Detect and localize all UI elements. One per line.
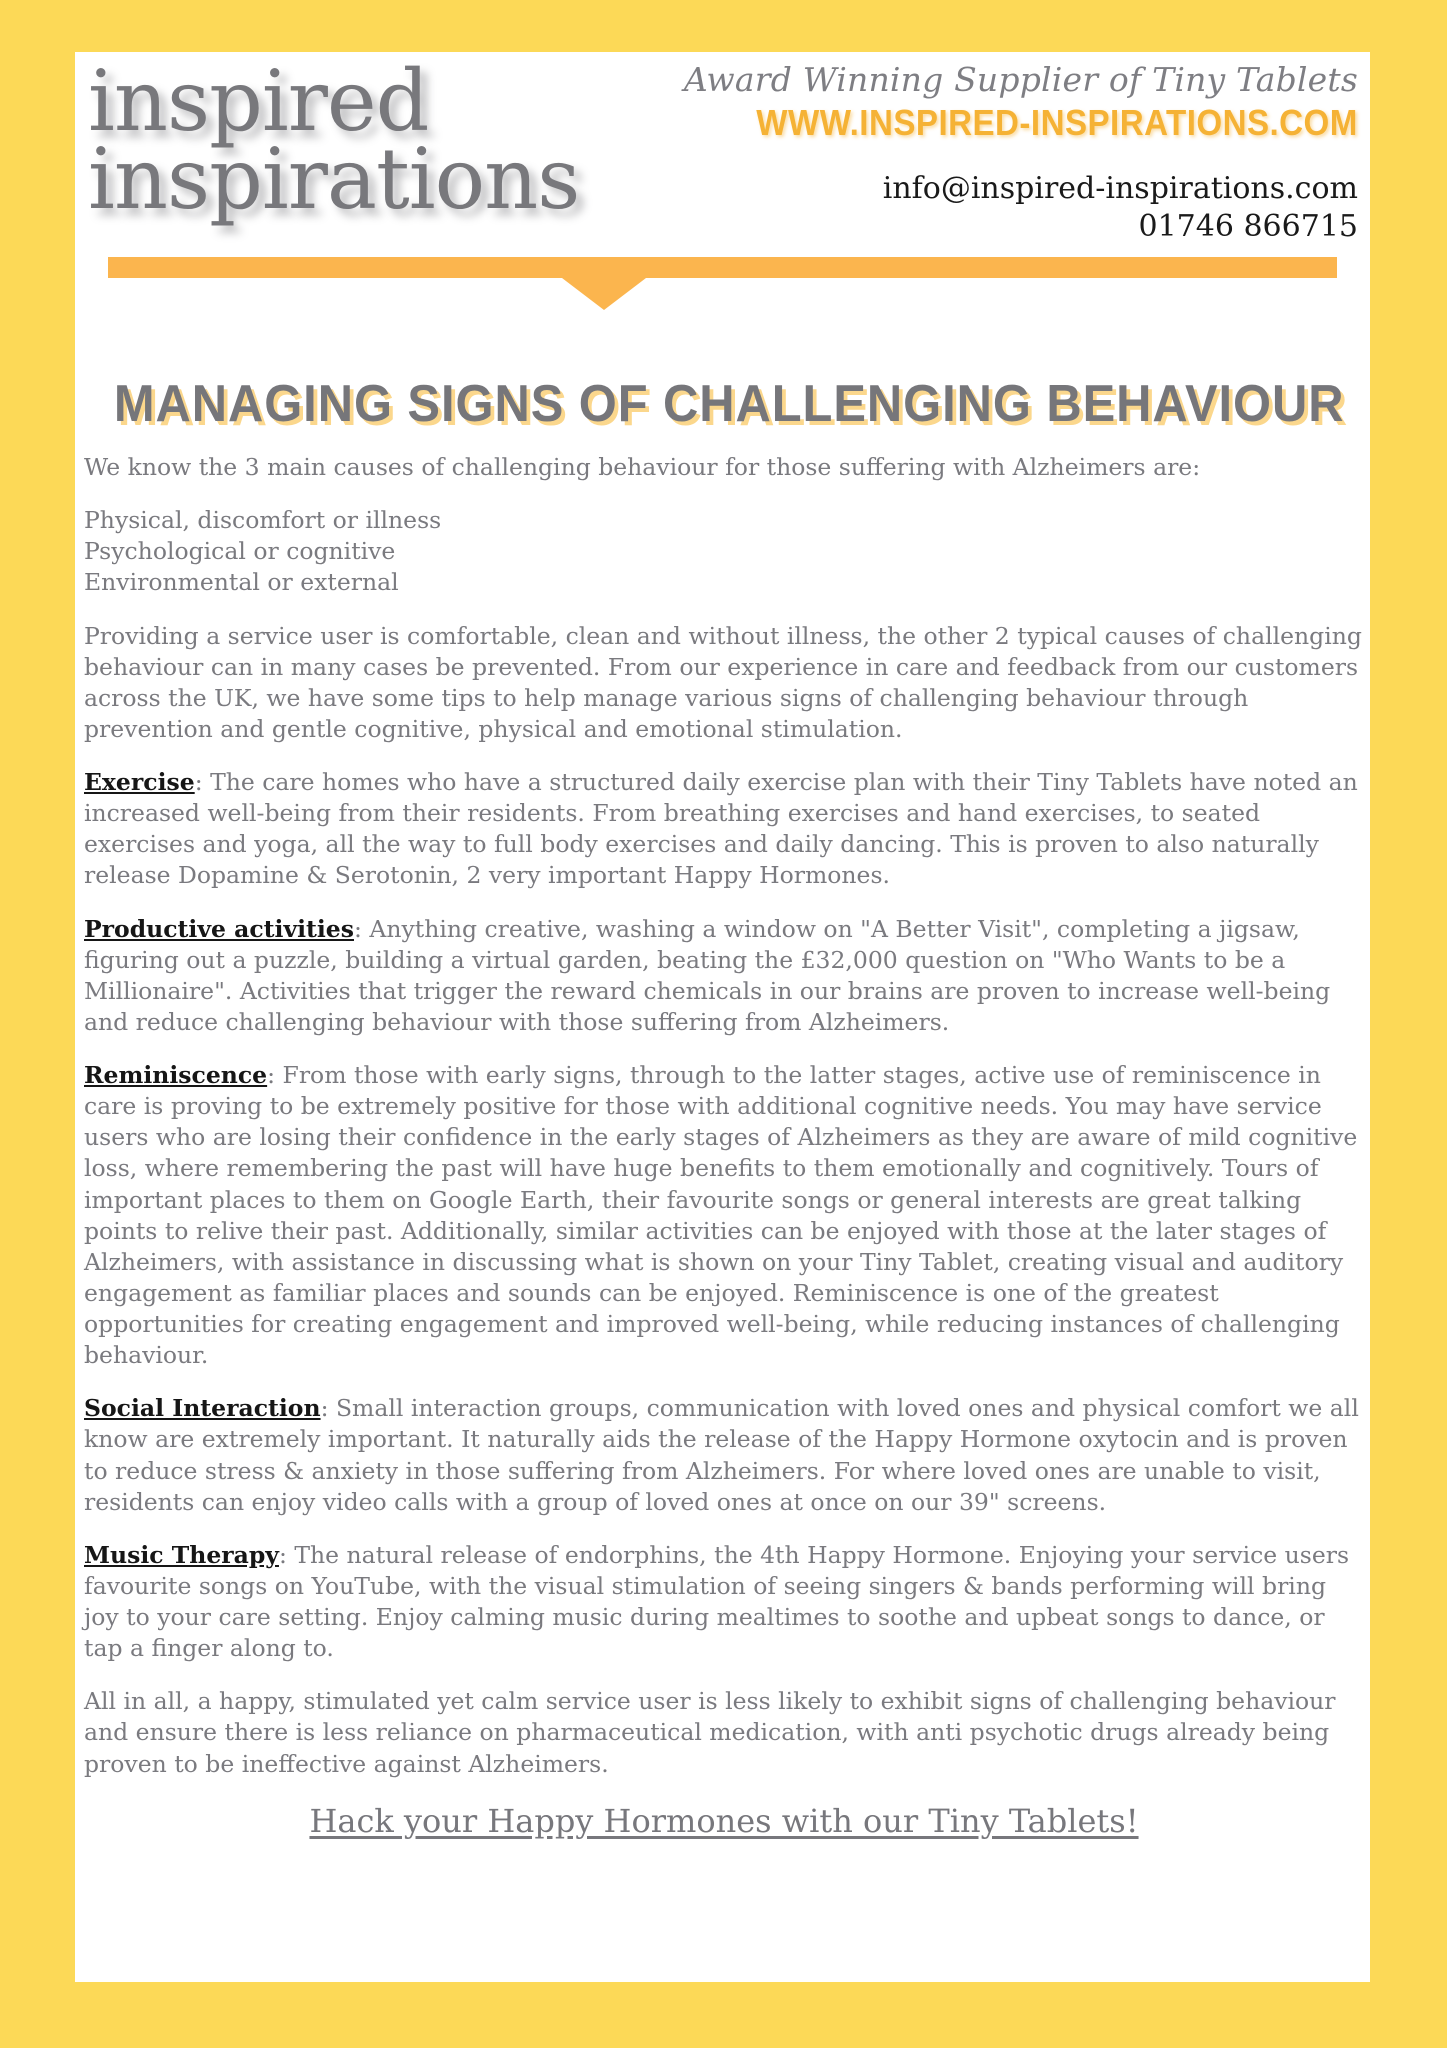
cause-item-1: Physical, discomfort or illness [84,506,442,535]
divider [75,257,1370,317]
section-reminiscence [84,1060,1364,1371]
website-url[interactable]: WWW.INSPIRED-INSPIRATIONS.COM [756,102,1358,143]
call-to-action: Hack your Happy Hormones with our Tiny Tablets! [309,1801,1139,1840]
cause-item-2: Psychological or cognitive [84,537,396,566]
logo-line-1: inspired [88,52,429,150]
section-heading-exercise: Exercise [84,768,195,796]
section-exercise [84,767,1364,892]
section-heading-productive-activities: Productive activities [84,914,354,943]
section-social-interaction [84,1393,1364,1518]
section-text-music-therapy: : The natural release of endorphins, the 4th Happy Hormone. Enjoying your service users favourite songs on YouTube, with the visual stimulation of seeing singers & bands performing will bring joy to your care setting. Enjoy calming music during mealtimes to soothe and upbeat songs to dance, or tap a finger along to. [84,1540,1350,1663]
contact-phone[interactable]: 01746 866715 [1138,209,1358,245]
cause-item-3: Environmental or external [84,568,399,597]
contact-email[interactable]: info@inspired-inspirations.com [882,171,1358,206]
divider-arrow-icon [562,278,646,310]
section-music-therapy [84,1540,1364,1665]
content-card [75,52,1370,1982]
page-title: MANAGING SIGNS OF CHALLENGING BEHAVIOUR [113,375,1345,433]
header [75,52,1370,277]
section-text-reminiscence: : From those with early signs, through to the latter stages, active use of reminiscence in care is proving to be extremely positive for those with additional cognitive needs. You may have service users who are losing their confidence in the early stages of Alzheimers as they are aware of mild cognitive loss, where remembering the past will have huge benefits to them emotionally and cognitively. Tours of important places to them on Google Earth, their favourite songs or general interests are great talking points to relive their past. Additionally, similar activities can be enjoyed with those at the later stages of Alzheimers, with assistance in discussing what is shown on your Tiny Tablet, creating visual and auditory engagement as familiar places and sounds can be enjoyed. Reminiscence is one of the greatest opportunities for creating engagement and improved well-being, while reducing instances of challenging behaviour. [84,1061,1358,1370]
section-heading-social-interaction: Social Interaction [84,1394,321,1423]
section-heading-music-therapy: Music Therapy [84,1540,279,1569]
section-productive-activities [84,914,1364,1039]
intro-paragraph: We know the 3 main causes of challenging behaviour for those suffering with Alzheimers are: [84,453,1201,481]
article-body [75,452,1370,1840]
section-heading-reminiscence: Reminiscence [84,1061,268,1089]
contact-block [883,170,1358,246]
overview-paragraph: Providing a service user is comfortable, clean and without illness, the other 2 typical causes of challenging behaviour can in many cases be prevented. From our experience in care and feedback from our customers across the UK, we have some tips to help manage various signs of challenging behaviour through prevention and gentle cognitive, physical and emotional stimulation. [84,621,1362,743]
section-text-productive-activities: : Anything creative, washing a window on "A Better Visit", completing a jigsaw, figuring out a puzzle, building a virtual garden, beating the £32,000 question on "Who Wants to be a Millionaire". Activities that trigger the reward chemicals in our brains are proven to increase well-being and reduce challenging behaviour with those suffering from Alzheimers. [84,914,1331,1036]
divider-bar [108,257,1337,278]
section-text-exercise: : The care homes who have a structured daily exercise plan with their Tiny Tablets have noted an increased well-being from their residents. From breathing exercises and hand exercises, to seated exercises and yoga, all the way to full body exercises and daily dancing. This is proven to also naturally release Dopamine & Serotonin, 2 very important Happy Hormones. [84,768,1358,890]
tagline: Award Winning Supplier of Tiny Tablets [683,60,1358,99]
logo-line-2: inspirations [88,130,580,229]
conclusion-paragraph: All in all, a happy, stimulated yet calm service user is less likely to exhibit signs of challenging behaviour and ensure there is less reliance on pharmaceutical medication, with anti psychotic drugs already being proven to be ineffective against Alzheimers. [84,1687,1336,1778]
section-text-social-interaction: : Small interaction groups, communication with loved ones and physical comfort we all know are extremely important. It naturally aids the release of the Happy Hormone oxytocin and is proven to reduce stress & anxiety in those suffering from Alzheimers. For where loved ones are unable to visit, residents can enjoy video calls with a group of loved ones at once on our 39" screens. [84,1394,1359,1516]
company-logo [88,52,708,229]
